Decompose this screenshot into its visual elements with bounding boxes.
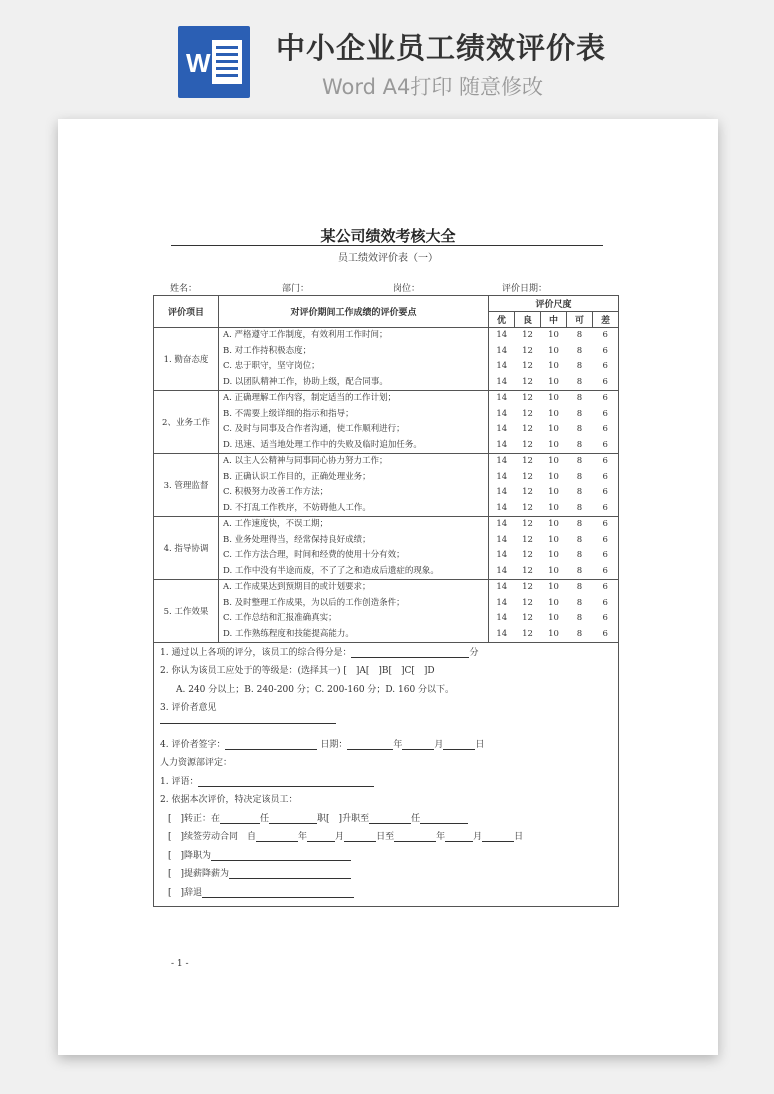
evaluation-point: A. 正确理解工作内容，制定适当的工作计划； [223, 393, 397, 403]
evaluation-point: D. 工作熟练程度和技能提高能力。 [223, 628, 354, 639]
score-option[interactable]: 6 [602, 582, 608, 592]
score-option[interactable]: 6 [602, 345, 608, 356]
score-option[interactable]: 6 [602, 456, 608, 466]
score-option[interactable]: 6 [602, 550, 608, 560]
score-option[interactable]: 14 [496, 361, 508, 371]
year-blank[interactable] [347, 740, 393, 750]
banner-header [0, 0, 774, 110]
score-option[interactable]: 6 [602, 330, 608, 340]
category-name: 5. 工作效果 [154, 580, 219, 643]
evaluator-opinion-label: 3. 评价者意见 [160, 703, 217, 713]
score-option[interactable]: 6 [602, 408, 608, 419]
score-option[interactable]: 8 [576, 345, 583, 356]
category-name: 4. 指导协调 [154, 517, 219, 580]
evaluation-point: D. 迅速、适当地处理工作中的失败及临时追加任务。 [223, 439, 422, 450]
contract-start-year-blank[interactable] [256, 832, 298, 842]
score-option[interactable]: 14 [496, 519, 508, 529]
score-column [515, 454, 541, 517]
score-option[interactable]: 14 [496, 330, 508, 340]
score-option[interactable]: 12 [522, 487, 533, 497]
document-title: 某公司绩效考核大全 [320, 227, 456, 245]
regularize-at-blank[interactable] [220, 814, 260, 824]
month-unit: 月 [335, 832, 345, 842]
score-column [593, 517, 619, 580]
day-unit: 日 [514, 832, 524, 842]
score-column [593, 391, 619, 454]
header-scale: 评价尺度 [489, 296, 619, 312]
score-option[interactable]: 10 [548, 613, 559, 623]
evaluation-point: A. 以主人公精神与同事同心协力努力工作； [223, 456, 388, 466]
position-label: 任 [260, 814, 270, 824]
category-name: 1. 勤奋态度 [154, 328, 219, 391]
promote-position-label: 任 [411, 814, 421, 824]
dismiss-label: [ ]辞退 [168, 888, 203, 898]
evaluation-points [219, 328, 489, 391]
score-option[interactable]: 12 [522, 424, 533, 434]
category-row [154, 328, 619, 391]
score-column [515, 328, 541, 391]
score-option[interactable]: 10 [548, 439, 559, 450]
grade-header: 良 [515, 312, 541, 328]
score-unit: 分 [469, 648, 479, 658]
score-option[interactable]: 10 [548, 456, 559, 466]
score-option[interactable]: 6 [602, 393, 608, 403]
grade-header: 可 [567, 312, 593, 328]
score-option[interactable]: 14 [496, 597, 508, 608]
score-option[interactable]: 8 [576, 361, 583, 371]
score-option[interactable]: 12 [522, 393, 533, 403]
score-column [593, 454, 619, 517]
score-option[interactable]: 12 [522, 597, 533, 608]
contract-start-day-blank[interactable] [344, 832, 376, 842]
eval-date-label: 评价日期： [502, 284, 548, 294]
year-unit: 年 [298, 832, 308, 842]
day-to-label: 日至 [376, 832, 395, 842]
contract-end-month-blank[interactable] [445, 832, 473, 842]
demote-blank[interactable] [211, 851, 351, 861]
promote-label: 职[ ]升职至 [317, 814, 370, 824]
score-option[interactable]: 14 [496, 408, 508, 419]
category-name: 3. 管理监督 [154, 454, 219, 517]
score-option[interactable]: 6 [602, 597, 608, 608]
score-option[interactable]: 12 [522, 471, 533, 482]
demote-label: [ ]降职为 [168, 851, 212, 861]
score-option[interactable]: 6 [602, 502, 608, 513]
dismiss-blank[interactable] [202, 888, 354, 898]
score-option[interactable]: 10 [548, 361, 559, 371]
score-option[interactable]: 14 [496, 439, 508, 450]
evaluation-points [219, 391, 489, 454]
score-column [567, 454, 593, 517]
dismiss-line [168, 885, 354, 898]
score-option[interactable]: 6 [602, 565, 608, 576]
score-option[interactable]: 10 [548, 376, 559, 387]
score-column [567, 328, 593, 391]
post-label: 岗位： [393, 284, 421, 294]
salary-adjust-blank[interactable] [229, 869, 351, 879]
score-option[interactable]: 8 [576, 613, 583, 623]
opinion-blank[interactable] [160, 714, 336, 724]
score-option[interactable]: 6 [602, 534, 608, 545]
page-number: - 1 - [171, 959, 189, 969]
score-option[interactable]: 14 [496, 345, 508, 356]
evaluation-point: B. 业务处理得当，经常保持良好成绩； [223, 534, 371, 545]
score-option[interactable]: 10 [548, 408, 559, 419]
score-option[interactable]: 14 [496, 565, 508, 576]
word-icon-letter: W [186, 48, 211, 78]
score-option[interactable]: 12 [522, 613, 533, 623]
contract-end-year-blank[interactable] [394, 832, 436, 842]
score-option[interactable]: 8 [576, 597, 583, 608]
evaluation-table [153, 295, 619, 643]
score-column [541, 454, 567, 517]
day-unit: 日 [475, 740, 485, 750]
grade-header: 差 [593, 312, 619, 328]
score-option[interactable]: 12 [522, 345, 533, 356]
score-option[interactable]: 12 [522, 628, 533, 639]
score-option[interactable]: 12 [522, 582, 533, 592]
evaluation-point: A. 工作成果达到预期目的或计划要求； [223, 582, 371, 592]
evaluation-points [219, 517, 489, 580]
evaluation-point: C. 及时与同事及合作者沟通，使工作顺利进行； [223, 424, 405, 434]
score-option[interactable]: 10 [548, 582, 559, 592]
score-option[interactable]: 6 [602, 439, 608, 450]
score-option[interactable]: 8 [576, 582, 583, 592]
category-row [154, 391, 619, 454]
promote-to-blank[interactable] [369, 814, 411, 824]
document-subtitle: 员工绩效评价表（一） [338, 253, 438, 264]
score-option[interactable]: 12 [522, 408, 533, 419]
grade-choice-line: 2. 你认为该员工应处于的等级是：(选择其一) [ ]A[ ]B[ ]C[ ]D [160, 666, 435, 676]
score-option[interactable]: 6 [602, 424, 608, 434]
score-option[interactable]: 10 [548, 345, 559, 356]
banner-subtitle: Word A4打印 随意修改 [322, 75, 544, 99]
score-option[interactable]: 14 [496, 582, 508, 592]
score-option[interactable]: 14 [496, 502, 508, 513]
score-option[interactable]: 8 [576, 565, 583, 576]
score-option[interactable]: 6 [602, 519, 608, 529]
evaluation-point: B. 及时整理工作成果，为以后的工作创造条件； [223, 597, 405, 608]
score-option[interactable]: 8 [576, 471, 583, 482]
date-label: 日期： [320, 740, 348, 750]
comment-line [160, 774, 374, 787]
department-label: 部门： [282, 284, 310, 294]
score-option[interactable]: 12 [522, 565, 533, 576]
score-column [489, 328, 515, 391]
score-option[interactable]: 8 [576, 550, 583, 560]
evaluator-signature-line [160, 737, 484, 750]
word-document-icon [178, 26, 250, 98]
score-option[interactable]: 14 [496, 487, 508, 497]
regularize-position-blank[interactable] [269, 814, 317, 824]
total-score-blank[interactable] [351, 648, 469, 658]
score-option[interactable]: 12 [522, 550, 533, 560]
score-option[interactable]: 6 [602, 487, 608, 497]
score-option[interactable]: 12 [522, 502, 533, 513]
score-option[interactable]: 10 [548, 471, 559, 482]
document-page [58, 119, 718, 1055]
regularize-label: [ ]转正：在 [168, 814, 221, 824]
evaluation-points [219, 454, 489, 517]
hr-review-label: 人力资源部评定： [160, 758, 233, 768]
day-blank[interactable] [443, 740, 475, 750]
score-option[interactable]: 10 [548, 565, 559, 576]
score-option[interactable]: 10 [548, 393, 559, 403]
regularize-promote-line [168, 811, 468, 824]
score-option[interactable]: 8 [576, 393, 583, 403]
score-option[interactable]: 6 [602, 361, 608, 371]
score-column [593, 328, 619, 391]
score-option[interactable]: 14 [496, 628, 508, 639]
score-option[interactable]: 14 [496, 471, 508, 482]
grade-header: 中 [541, 312, 567, 328]
score-option[interactable]: 8 [576, 487, 583, 497]
score-column [541, 328, 567, 391]
score-option[interactable]: 14 [496, 613, 508, 623]
evaluation-point: A. 工作速度快，不误工期； [223, 519, 329, 529]
demote-line [168, 848, 351, 861]
score-column [567, 517, 593, 580]
month-blank[interactable] [402, 740, 434, 750]
score-option[interactable]: 14 [496, 550, 508, 560]
contract-start-month-blank[interactable] [307, 832, 335, 842]
evaluation-point: C. 忠于职守，坚守岗位； [223, 361, 320, 371]
header-item: 评价项目 [154, 296, 219, 328]
score-option[interactable]: 6 [602, 376, 608, 387]
category-row [154, 517, 619, 580]
grade-ranges-line: A. 240 分以上；B. 240-200 分；C. 200-160 分；D. 160 分以下。 [176, 685, 455, 695]
score-option[interactable]: 10 [548, 597, 559, 608]
evaluation-point: B. 不需要上级详细的指示和指导； [223, 408, 354, 419]
header-points: 对评价期间工作成绩的评价要点 [219, 296, 489, 328]
grade-header: 优 [489, 312, 515, 328]
score-option[interactable]: 10 [548, 487, 559, 497]
contract-label: [ ]续签劳动合同 自 [168, 832, 257, 842]
score-option[interactable]: 8 [576, 408, 583, 419]
score-option[interactable]: 12 [522, 330, 533, 340]
score-column [541, 517, 567, 580]
score-column [515, 391, 541, 454]
category-row [154, 454, 619, 517]
salary-adjust-label: [ ]提薪降薪为 [168, 869, 230, 879]
evaluation-point: A. 严格遵守工作制度，有效利用工作时间； [223, 330, 388, 340]
score-column [489, 454, 515, 517]
year-unit: 年 [436, 832, 446, 842]
contract-renewal-line [168, 829, 523, 842]
score-option[interactable]: 10 [548, 424, 559, 434]
score-column [515, 517, 541, 580]
comment-blank[interactable] [198, 777, 374, 787]
banner-title: 中小企业员工绩效评价表 [276, 31, 607, 65]
comment-label: 1. 评语： [160, 777, 199, 787]
score-option[interactable]: 6 [602, 471, 608, 482]
score-option[interactable]: 8 [576, 424, 583, 434]
score-column [489, 517, 515, 580]
score-option[interactable]: 14 [496, 534, 508, 545]
signature-blank[interactable] [225, 740, 317, 750]
evaluation-point: C. 积极努力改善工作方法； [223, 487, 329, 497]
score-option[interactable]: 8 [576, 330, 583, 340]
score-option[interactable]: 10 [548, 550, 559, 560]
salary-adjust-line [168, 866, 351, 879]
score-option[interactable]: 14 [496, 424, 508, 434]
score-option[interactable]: 10 [548, 628, 559, 639]
contract-end-day-blank[interactable] [482, 832, 514, 842]
evaluation-point: B. 正确认识工作目的，正确处理业务； [223, 471, 371, 482]
evaluation-point: C. 工作方法合理，时间和经费的使用十分有效； [223, 550, 405, 560]
score-option[interactable]: 10 [548, 534, 559, 545]
title-divider [171, 245, 603, 246]
signature-label: 4. 评价者签字： [160, 740, 226, 750]
month-unit: 月 [473, 832, 483, 842]
score-option[interactable]: 8 [576, 502, 583, 513]
evaluation-point: D. 不打乱工作秩序，不妨碍他人工作。 [223, 502, 371, 513]
score-option[interactable]: 6 [602, 628, 608, 639]
score-option[interactable]: 8 [576, 376, 583, 387]
score-option[interactable]: 12 [522, 376, 533, 387]
month-unit: 月 [434, 740, 444, 750]
score-option[interactable]: 8 [576, 534, 583, 545]
evaluation-point: C. 工作总结和汇报准确真实； [223, 613, 337, 623]
score-column [541, 391, 567, 454]
year-unit: 年 [393, 740, 403, 750]
score-option[interactable]: 12 [522, 456, 533, 466]
evaluation-summary-section [153, 634, 619, 907]
promote-position-blank[interactable] [420, 814, 468, 824]
opinion-blank-row [160, 714, 336, 724]
score-option[interactable]: 12 [522, 361, 533, 371]
evaluation-point: B. 对工作持积极态度； [223, 345, 312, 356]
score-option[interactable]: 8 [576, 519, 583, 529]
decision-label: 2. 依据本次评价，特决定该员工： [160, 795, 298, 805]
score-option[interactable]: 14 [496, 456, 508, 466]
score-option[interactable]: 10 [548, 330, 559, 340]
evaluation-point: D. 以团队精神工作，协助上级，配合同事。 [223, 376, 388, 387]
score-option[interactable]: 6 [602, 613, 608, 623]
category-name: 2、业务工作 [154, 391, 219, 454]
score-option[interactable]: 12 [522, 439, 533, 450]
score-column [567, 391, 593, 454]
score-option[interactable]: 12 [522, 519, 533, 529]
score-option[interactable]: 10 [548, 502, 559, 513]
score-column [489, 391, 515, 454]
evaluation-point: D. 工作中没有半途而废，不了了之和造成后遗症的现象。 [223, 565, 439, 576]
score-option[interactable]: 14 [496, 376, 508, 387]
score-option[interactable]: 10 [548, 519, 559, 529]
score-option[interactable]: 8 [576, 439, 583, 450]
score-option[interactable]: 8 [576, 456, 583, 466]
total-score-label: 1. 通过以上各项的评分，该员工的综合得分是： [160, 648, 352, 658]
score-option[interactable]: 8 [576, 628, 583, 639]
score-option[interactable]: 14 [496, 393, 508, 403]
total-score-line [160, 645, 478, 658]
name-label: 姓名： [170, 284, 198, 294]
score-option[interactable]: 12 [522, 534, 533, 545]
